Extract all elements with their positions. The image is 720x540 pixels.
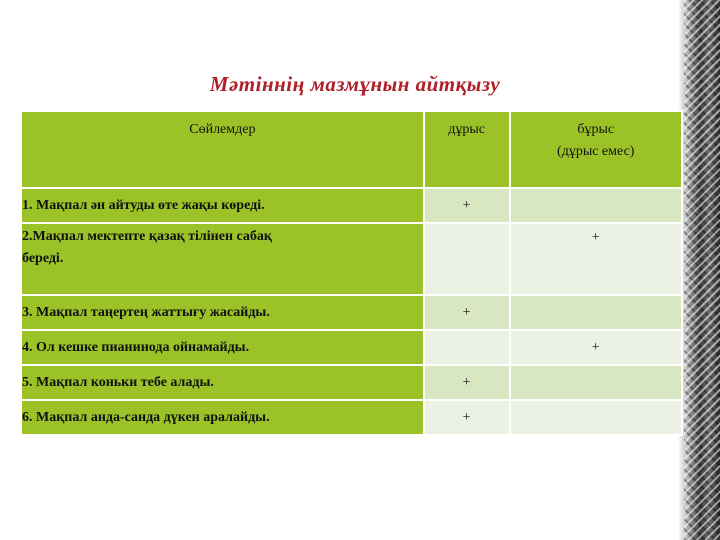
incorrect-cell (510, 365, 683, 400)
header-incorrect-line2: (дұрыс емес) (557, 144, 635, 159)
correct-cell: + (424, 365, 510, 400)
correct-cell: + (424, 400, 510, 435)
table-row (21, 188, 682, 223)
correct-cell: + (424, 188, 510, 223)
sentences-table (20, 110, 683, 436)
incorrect-cell (510, 188, 683, 223)
sentence-cell: 6. Мақпал анда-санда дүкен аралайды. (21, 400, 424, 435)
table-row (21, 400, 682, 435)
incorrect-cell: + (510, 223, 683, 295)
table-row (21, 365, 682, 400)
sentence-line: 2.Мақпал мектепте қазақ тілінен сабақ (22, 229, 272, 244)
header-sentences: Сөйлемдер (21, 111, 424, 188)
table-row (21, 330, 682, 365)
table-header-row (21, 111, 682, 188)
sentence-line: береді. (22, 251, 64, 266)
correct-cell (424, 223, 510, 295)
sentence-cell (21, 223, 424, 295)
header-correct: дұрыс (424, 111, 510, 188)
sentence-cell: 4. Ол кешке пианинода ойнамайды. (21, 330, 424, 365)
header-incorrect (510, 111, 683, 188)
correct-cell (424, 330, 510, 365)
header-incorrect-line1: бұрыс (577, 122, 615, 137)
slide-title: Мәтіннің мазмұнын айтқызу (209, 72, 501, 96)
incorrect-cell (510, 295, 683, 330)
correct-cell: + (424, 295, 510, 330)
incorrect-cell: + (510, 330, 683, 365)
incorrect-cell (510, 400, 683, 435)
sentence-cell: 1. Мақпал ән айтуды өте жақы көреді. (21, 188, 424, 223)
sentence-cell: 3. Мақпал таңертең жаттығу жасайды. (21, 295, 424, 330)
table-row (21, 295, 682, 330)
sentence-cell: 5. Мақпал коньки тебе алады. (21, 365, 424, 400)
table-row (21, 223, 682, 295)
